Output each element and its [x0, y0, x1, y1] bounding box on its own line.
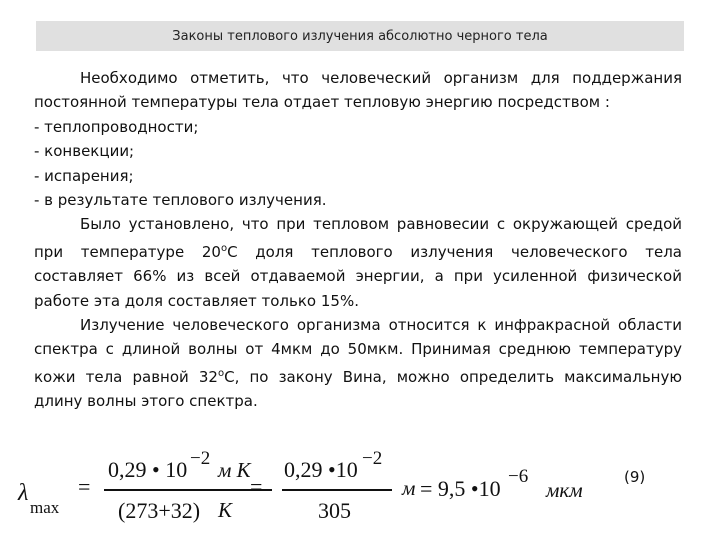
result-unit: мкм [546, 478, 583, 502]
fraction2-exponent: −2 [362, 448, 383, 469]
slide-title-bar [36, 21, 684, 51]
fraction1-unit-top: м К [218, 458, 251, 482]
wien-paragraph [34, 313, 682, 414]
fraction1-unit-bottom: К [218, 498, 232, 522]
result-value: = 9,5 •10 [420, 476, 501, 501]
equilibrium-text-start: Было установлено, что при тепловом равновесии с окружающей средой при температуре 20 [34, 215, 682, 261]
intro-paragraph: Необходимо отметить, что человеческий организм для поддержания постоянной температуры тела отдает тепловую энергию посредством : [34, 69, 682, 112]
equilibrium-paragraph [34, 212, 682, 313]
lambda-symbol: λ [18, 480, 29, 506]
body-text [34, 66, 682, 414]
degree-mark: о [217, 367, 225, 379]
list-item: - в результате теплового излучения. [34, 191, 327, 210]
lambda-subscript: max [30, 498, 60, 517]
fraction1-bar [104, 489, 272, 491]
fraction1-exponent: −2 [190, 448, 211, 469]
list-item: - теплопроводности; [34, 117, 199, 136]
equilibrium-text-end: С доля теплового излучения человеческого тела составляет 66% из всей отдаваемой энергии, а при усиленной физической работе эта доля составляет только 15%. [34, 242, 682, 310]
equation-number: (9) [624, 468, 646, 486]
wien-text-start: Излучение человеческого организма относится к инфракрасной области спектра с длиной волны от 4мкм до 50мкм. Принимая среднюю температуру кожи тела равной 32 [34, 316, 682, 386]
slide-title: Законы теплового излучения абсолютно черного тела [172, 28, 548, 44]
equals-sign: = [250, 474, 263, 499]
fraction1-numerator: 0,29 • 10 [108, 457, 188, 482]
fraction2-bar [282, 489, 392, 491]
degree-mark: o [220, 242, 228, 254]
unit-meter: м [402, 476, 416, 500]
wien-text-end: С, по закону Вина, можно определить максимальную длину волны этого спектра. [34, 367, 682, 411]
list-item: - испарения; [34, 166, 134, 185]
result-exponent: −6 [508, 466, 529, 487]
equals-sign: = [78, 474, 91, 499]
fraction2-denominator: 305 [318, 498, 351, 523]
fraction2-numerator: 0,29 •10 [284, 457, 358, 482]
fraction1-denominator: (273+32) [118, 498, 201, 523]
list-item: - конвекции; [34, 142, 135, 161]
wien-formula [0, 448, 720, 532]
